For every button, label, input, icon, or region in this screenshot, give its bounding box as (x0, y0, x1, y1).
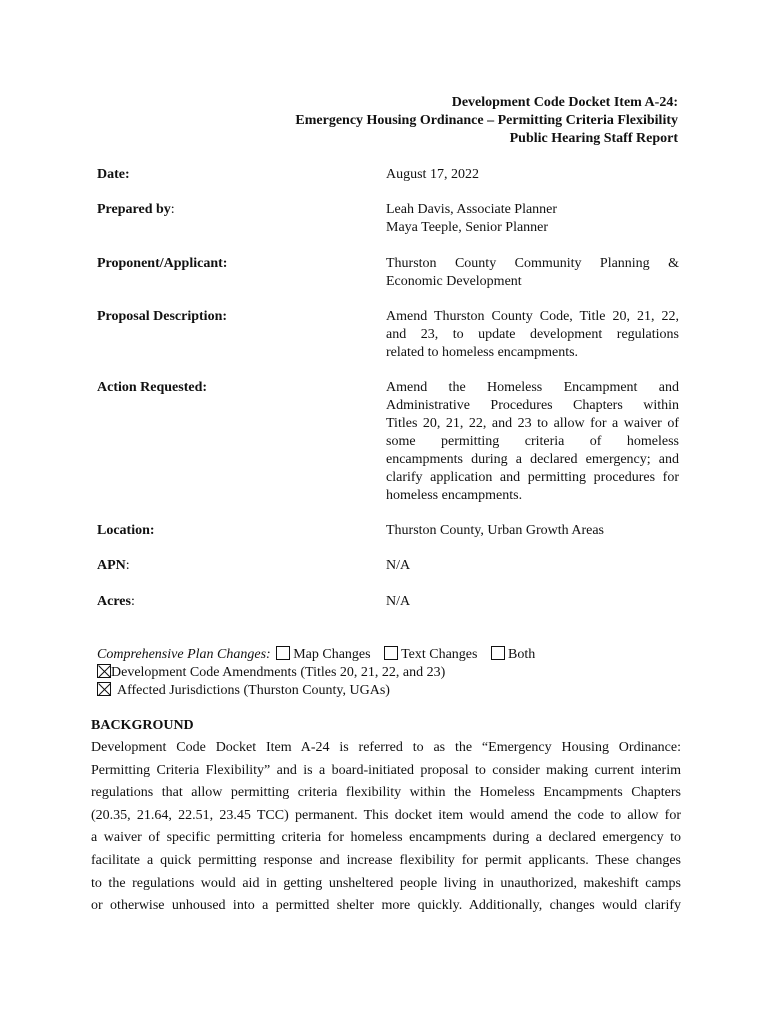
action-line-5: encampments during a declared emergency; and (386, 452, 679, 467)
apn-value: N/A (386, 558, 411, 573)
acres-value: N/A (386, 594, 411, 609)
docket-item-title: Development Code Docket Item A-24: (451, 95, 678, 110)
comprehensive-plan-section (97, 646, 535, 700)
background-line: to the regulations would aid in getting unsheltered people living in unauthorized, makeshift camps (91, 875, 681, 891)
report-type: Public Hearing Staff Report (509, 131, 678, 146)
action-line-3: Titles 20, 21, 22, and 23 to allow for a waiver of (386, 416, 679, 431)
map-changes-label: Map Changes (293, 647, 371, 662)
action-line-4: some permitting criteria of homeless (386, 434, 679, 449)
affected-row (97, 682, 535, 700)
affected-checkbox[interactable] (97, 682, 111, 696)
background-line: Permitting Criteria Flexibility” and is a board-initiated proposal to consider making current interim (91, 762, 681, 778)
prepared-by-label: Prepared by: (97, 202, 175, 217)
both-label: Both (507, 647, 536, 662)
preparer-2: Maya Teeple, Senior Planner (386, 220, 549, 235)
proposal-line-2: and 23, to update development regulations (386, 327, 679, 342)
background-line: a waiver of specific permitting criteria for homeless encampments during a declared emergency to (91, 830, 681, 846)
background-paragraph (91, 737, 681, 918)
date-label: Date: (97, 167, 130, 182)
prepared-by-value (386, 201, 679, 237)
proponent-value (386, 255, 679, 291)
proposal-label: Proposal Description: (97, 309, 228, 324)
preparer-1: Leah Davis, Associate Planner (386, 202, 558, 217)
action-value (386, 379, 679, 505)
both-checkbox[interactable] (491, 646, 505, 660)
action-label: Action Requested: (97, 380, 208, 395)
action-line-2: Administrative Procedures Chapters within (386, 398, 679, 413)
background-line: facilitate a quick permitting response and increase flexibility for permit applicants. These changes (91, 852, 681, 868)
comprehensive-plan-label: Comprehensive Plan Changes: (97, 647, 271, 662)
proposal-line-3: related to homeless encampments. (386, 345, 579, 360)
background-line: (20.35, 21.64, 22.51, 23.45 TCC) permanent. This docket item would amend the code to allow for (91, 807, 681, 823)
acres-label: Acres: (97, 594, 135, 609)
action-line-6: clarify application and permitting procedures for (386, 470, 679, 485)
apn-label: APN: (97, 558, 130, 573)
action-line-1: Amend the Homeless Encampment and (386, 380, 679, 395)
background-line: Development Code Docket Item A-24 is referred to as the “Emergency Housing Ordinance: (91, 740, 681, 755)
report-header (295, 94, 678, 148)
dev-code-row (97, 664, 535, 682)
background-line: or otherwise unhoused into a permitted shelter more quickly. Additionally, changes would clarify (91, 898, 681, 914)
dev-code-checkbox[interactable] (97, 664, 111, 678)
proposal-line-1: Amend Thurston County Code, Title 20, 21, 22, (386, 309, 679, 324)
background-line: regulations that allow permitting criteria flexibility within the Homeless Encampments Chapters (91, 785, 681, 801)
action-line-7: homeless encampments. (386, 488, 523, 503)
background-heading: BACKGROUND (91, 718, 194, 733)
comprehensive-plan-row (97, 646, 535, 664)
affected-label: Affected Jurisdictions (Thurston County, UGAs) (117, 683, 390, 698)
location-value: Thurston County, Urban Growth Areas (386, 523, 605, 538)
proponent-line-2: Economic Development (386, 274, 522, 289)
proponent-line-1: Thurston County Community Planning & (386, 256, 679, 271)
text-changes-checkbox[interactable] (384, 646, 398, 660)
map-changes-checkbox[interactable] (276, 646, 290, 660)
dev-code-label: Development Code Amendments (Titles 20, 21, 22, and 23) (111, 665, 446, 680)
date-value: August 17, 2022 (386, 167, 479, 182)
ordinance-title: Emergency Housing Ordinance – Permitting Criteria Flexibility (295, 113, 678, 128)
location-label: Location: (97, 523, 155, 538)
proposal-value (386, 308, 679, 362)
proponent-label: Proponent/Applicant: (97, 256, 228, 271)
text-changes-label: Text Changes (401, 647, 478, 662)
